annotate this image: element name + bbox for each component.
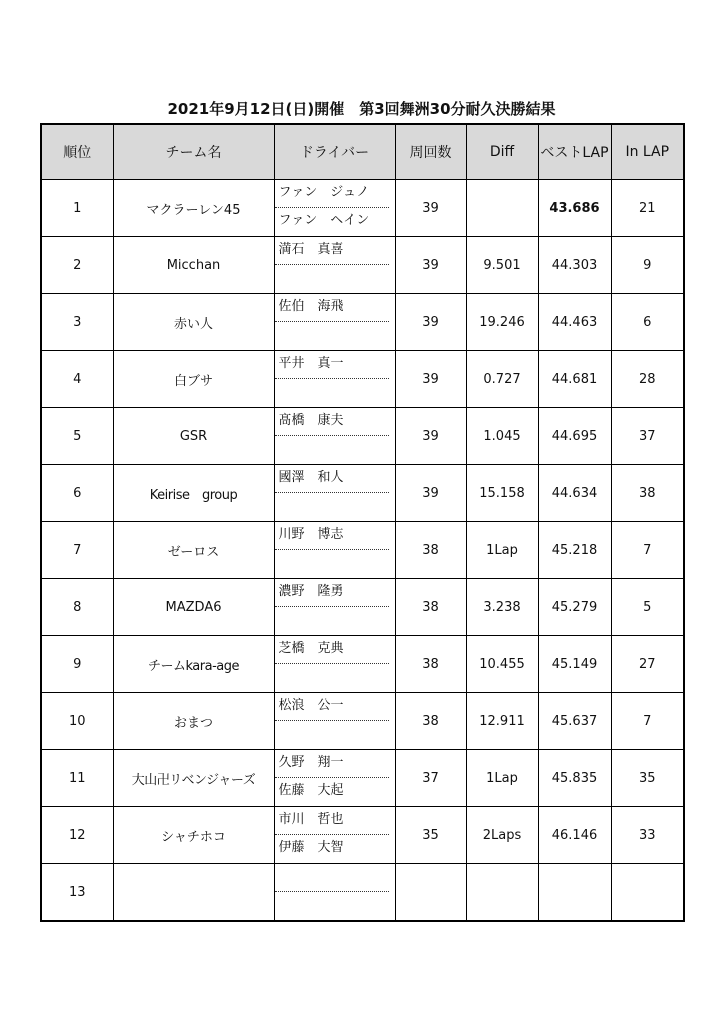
- table-row: [41, 807, 684, 864]
- driver-cell: [274, 180, 395, 237]
- diff-cell: 1Lap: [466, 522, 538, 579]
- table-body: [41, 180, 684, 922]
- table-row: [41, 750, 684, 807]
- team-cell: GSR: [113, 408, 274, 465]
- best-lap-cell: 45.279: [538, 579, 611, 636]
- table-row: [41, 294, 684, 351]
- driver-cell: [274, 408, 395, 465]
- driver-1: 平井 真一: [275, 351, 389, 379]
- best-lap-cell: 44.681: [538, 351, 611, 408]
- table-row: [41, 693, 684, 750]
- diff-cell: 12.911: [466, 693, 538, 750]
- driver-1: 國澤 和人: [275, 465, 389, 493]
- driver-cell: [274, 750, 395, 807]
- team-cell: マクラーレン45: [113, 180, 274, 237]
- in-lap-cell: 7: [611, 693, 684, 750]
- table-row: [41, 522, 684, 579]
- in-lap-cell: 21: [611, 180, 684, 237]
- rank-cell: 2: [41, 237, 113, 294]
- team-cell: チームkara-age: [113, 636, 274, 693]
- laps-cell: 38: [395, 693, 466, 750]
- in-lap-cell: 9: [611, 237, 684, 294]
- team-cell: MAZDA6: [113, 579, 274, 636]
- rank-cell: 3: [41, 294, 113, 351]
- rank-cell: 5: [41, 408, 113, 465]
- table-row: [41, 180, 684, 237]
- results-table: [40, 123, 685, 922]
- team-cell: [113, 864, 274, 922]
- diff-cell: 3.238: [466, 579, 538, 636]
- best-lap-cell: 44.463: [538, 294, 611, 351]
- best-lap-cell: 45.149: [538, 636, 611, 693]
- laps-cell: 39: [395, 237, 466, 294]
- driver-2: 伊藤 大智: [278, 840, 344, 855]
- page-title: 2021年9月12日(日)開催 第3回舞洲30分耐久決勝結果: [167, 100, 556, 118]
- driver-1: 満石 真喜: [275, 237, 389, 265]
- rank-cell: 9: [41, 636, 113, 693]
- in-lap-cell: 35: [611, 750, 684, 807]
- header-rank: 順位: [41, 124, 113, 180]
- best-lap-cell: 44.695: [538, 408, 611, 465]
- driver-1: 芝橋 克典: [275, 636, 389, 664]
- in-lap-cell: 33: [611, 807, 684, 864]
- driver-cell: [274, 294, 395, 351]
- header-best-lap: ベストLAP: [538, 124, 611, 180]
- best-lap-cell: 46.146: [538, 807, 611, 864]
- driver-2: [275, 664, 395, 692]
- laps-cell: 39: [395, 294, 466, 351]
- diff-cell: 19.246: [466, 294, 538, 351]
- diff-cell: 0.727: [466, 351, 538, 408]
- laps-cell: 39: [395, 351, 466, 408]
- laps-cell: 38: [395, 636, 466, 693]
- table-row: [41, 408, 684, 465]
- rank-cell: 4: [41, 351, 113, 408]
- team-cell: Keirise group: [113, 465, 274, 522]
- diff-cell: 10.455: [466, 636, 538, 693]
- team-cell: Micchan: [113, 237, 274, 294]
- driver-2: [275, 550, 395, 578]
- driver-cell: [274, 693, 395, 750]
- in-lap-cell: 38: [611, 465, 684, 522]
- driver-1: 佐伯 海飛: [275, 294, 389, 322]
- driver-1: 川野 博志: [275, 522, 389, 550]
- driver-2: ファン ヘイン: [278, 213, 370, 228]
- header-driver: ドライバー: [274, 124, 395, 180]
- laps-cell: 37: [395, 750, 466, 807]
- driver-cell: [274, 351, 395, 408]
- best-lap-cell: 43.686: [538, 180, 611, 237]
- team-cell: おまつ: [113, 693, 274, 750]
- laps-cell: 39: [395, 465, 466, 522]
- driver-cell: [274, 579, 395, 636]
- rank-cell: 13: [41, 864, 113, 922]
- driver-cell: [274, 237, 395, 294]
- table-row: [41, 465, 684, 522]
- best-lap-cell: [538, 864, 611, 922]
- driver-2: [275, 607, 395, 635]
- driver-1: 久野 翔一: [275, 750, 389, 778]
- diff-cell: 2Laps: [466, 807, 538, 864]
- driver-cell: [274, 522, 395, 579]
- rank-cell: 1: [41, 180, 113, 237]
- driver-1: 市川 哲也: [275, 807, 389, 835]
- laps-cell: [395, 864, 466, 922]
- rank-cell: 8: [41, 579, 113, 636]
- team-cell: 白ブサ: [113, 351, 274, 408]
- table-header-row: [41, 124, 684, 180]
- in-lap-cell: 6: [611, 294, 684, 351]
- driver-cell: [274, 807, 395, 864]
- rank-cell: 11: [41, 750, 113, 807]
- rank-cell: 7: [41, 522, 113, 579]
- diff-cell: 1Lap: [466, 750, 538, 807]
- driver-1: 濃野 隆勇: [275, 579, 389, 607]
- in-lap-cell: 27: [611, 636, 684, 693]
- driver-2: [275, 322, 395, 350]
- header-diff: Diff: [466, 124, 538, 180]
- driver-1: ファン ジュノ: [275, 180, 389, 208]
- in-lap-cell: [611, 864, 684, 922]
- diff-cell: [466, 864, 538, 922]
- driver-2: [275, 379, 395, 407]
- table-row: [41, 864, 684, 922]
- laps-cell: 39: [395, 180, 466, 237]
- header-team: チーム名: [113, 124, 274, 180]
- diff-cell: [466, 180, 538, 237]
- laps-cell: 35: [395, 807, 466, 864]
- diff-cell: 15.158: [466, 465, 538, 522]
- best-lap-cell: 44.634: [538, 465, 611, 522]
- driver-1: 松浪 公一: [275, 693, 389, 721]
- driver-2: [275, 892, 395, 920]
- rank-cell: 6: [41, 465, 113, 522]
- driver-1: 髙橋 康夫: [275, 408, 389, 436]
- diff-cell: 1.045: [466, 408, 538, 465]
- in-lap-cell: 7: [611, 522, 684, 579]
- driver-1: [275, 864, 389, 892]
- driver-cell: [274, 465, 395, 522]
- best-lap-cell: 45.835: [538, 750, 611, 807]
- in-lap-cell: 28: [611, 351, 684, 408]
- table-row: [41, 351, 684, 408]
- table-row: [41, 579, 684, 636]
- driver-2: 佐藤 大起: [278, 783, 344, 798]
- team-cell: ゼーロス: [113, 522, 274, 579]
- best-lap-cell: 45.637: [538, 693, 611, 750]
- header-in-lap: In LAP: [611, 124, 684, 180]
- driver-cell: [274, 864, 395, 922]
- laps-cell: 38: [395, 522, 466, 579]
- driver-2: [275, 493, 395, 521]
- rank-cell: 12: [41, 807, 113, 864]
- team-cell: シャチホコ: [113, 807, 274, 864]
- header-laps: 周回数: [395, 124, 466, 180]
- driver-2: [275, 436, 395, 464]
- team-cell: 赤い人: [113, 294, 274, 351]
- in-lap-cell: 5: [611, 579, 684, 636]
- in-lap-cell: 37: [611, 408, 684, 465]
- team-cell: 大山卍リベンジャーズ: [113, 750, 274, 807]
- best-lap-cell: 45.218: [538, 522, 611, 579]
- driver-cell: [274, 636, 395, 693]
- best-lap-cell: 44.303: [538, 237, 611, 294]
- laps-cell: 38: [395, 579, 466, 636]
- table-row: [41, 237, 684, 294]
- table-row: [41, 636, 684, 693]
- laps-cell: 39: [395, 408, 466, 465]
- diff-cell: 9.501: [466, 237, 538, 294]
- rank-cell: 10: [41, 693, 113, 750]
- driver-2: [275, 721, 395, 749]
- driver-2: [275, 265, 395, 293]
